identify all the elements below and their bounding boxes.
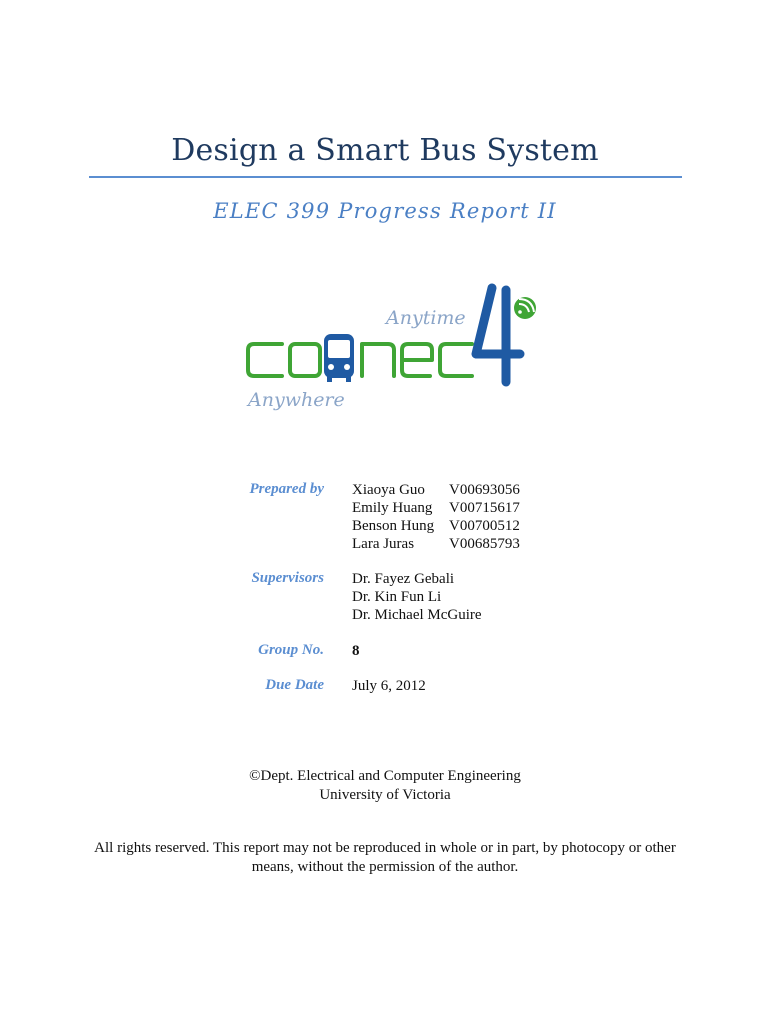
connec4-logo (244, 282, 544, 414)
logo-wordmark (248, 288, 520, 382)
due-date-label: Due Date (265, 677, 324, 693)
member-name: Lara Juras (352, 536, 415, 552)
group-label: Group No. (258, 642, 324, 658)
group-value: 8 (352, 643, 360, 659)
team-members-list (352, 481, 552, 553)
logo-tagline-bottom: Anywhere (248, 389, 345, 411)
supervisors-label: Supervisors (251, 570, 324, 586)
due-date-value: July 6, 2012 (352, 678, 426, 694)
member-name: Emily Huang (352, 500, 433, 516)
copyright-university: University of Victoria (319, 787, 451, 803)
prepared-by-label: Prepared by (249, 481, 324, 497)
team-member (352, 499, 552, 517)
page-title: Design a Smart Bus System (171, 133, 599, 168)
team-member (352, 535, 552, 553)
member-id: V00685793 (449, 536, 520, 552)
member-id: V00693056 (449, 482, 520, 498)
member-id: V00700512 (449, 518, 520, 534)
member-name: Xiaoya Guo (352, 482, 425, 498)
page-subtitle: ELEC 399 Progress Report II (213, 199, 557, 223)
bus-icon (324, 334, 354, 382)
supervisor-name: Dr. Michael McGuire (352, 607, 482, 623)
copyright-block (0, 767, 770, 805)
wifi-icon (514, 297, 536, 319)
supervisor-name: Dr. Kin Fun Li (352, 589, 442, 605)
title-divider (89, 176, 682, 178)
supervisor-name: Dr. Fayez Gebali (352, 571, 455, 587)
team-member (352, 517, 552, 535)
supervisors-list (352, 570, 482, 624)
rights-notice: All rights reserved. This report may not be reproduced in whole or in part, by photocopy or other means, without the permission of the author. (94, 840, 676, 875)
copyright-department: ©Dept. Electrical and Computer Engineering (249, 768, 521, 784)
logo-tagline-top: Anytime (386, 307, 466, 329)
team-member (352, 481, 552, 499)
member-name: Benson Hung (352, 518, 435, 534)
member-id: V00715617 (449, 500, 520, 516)
